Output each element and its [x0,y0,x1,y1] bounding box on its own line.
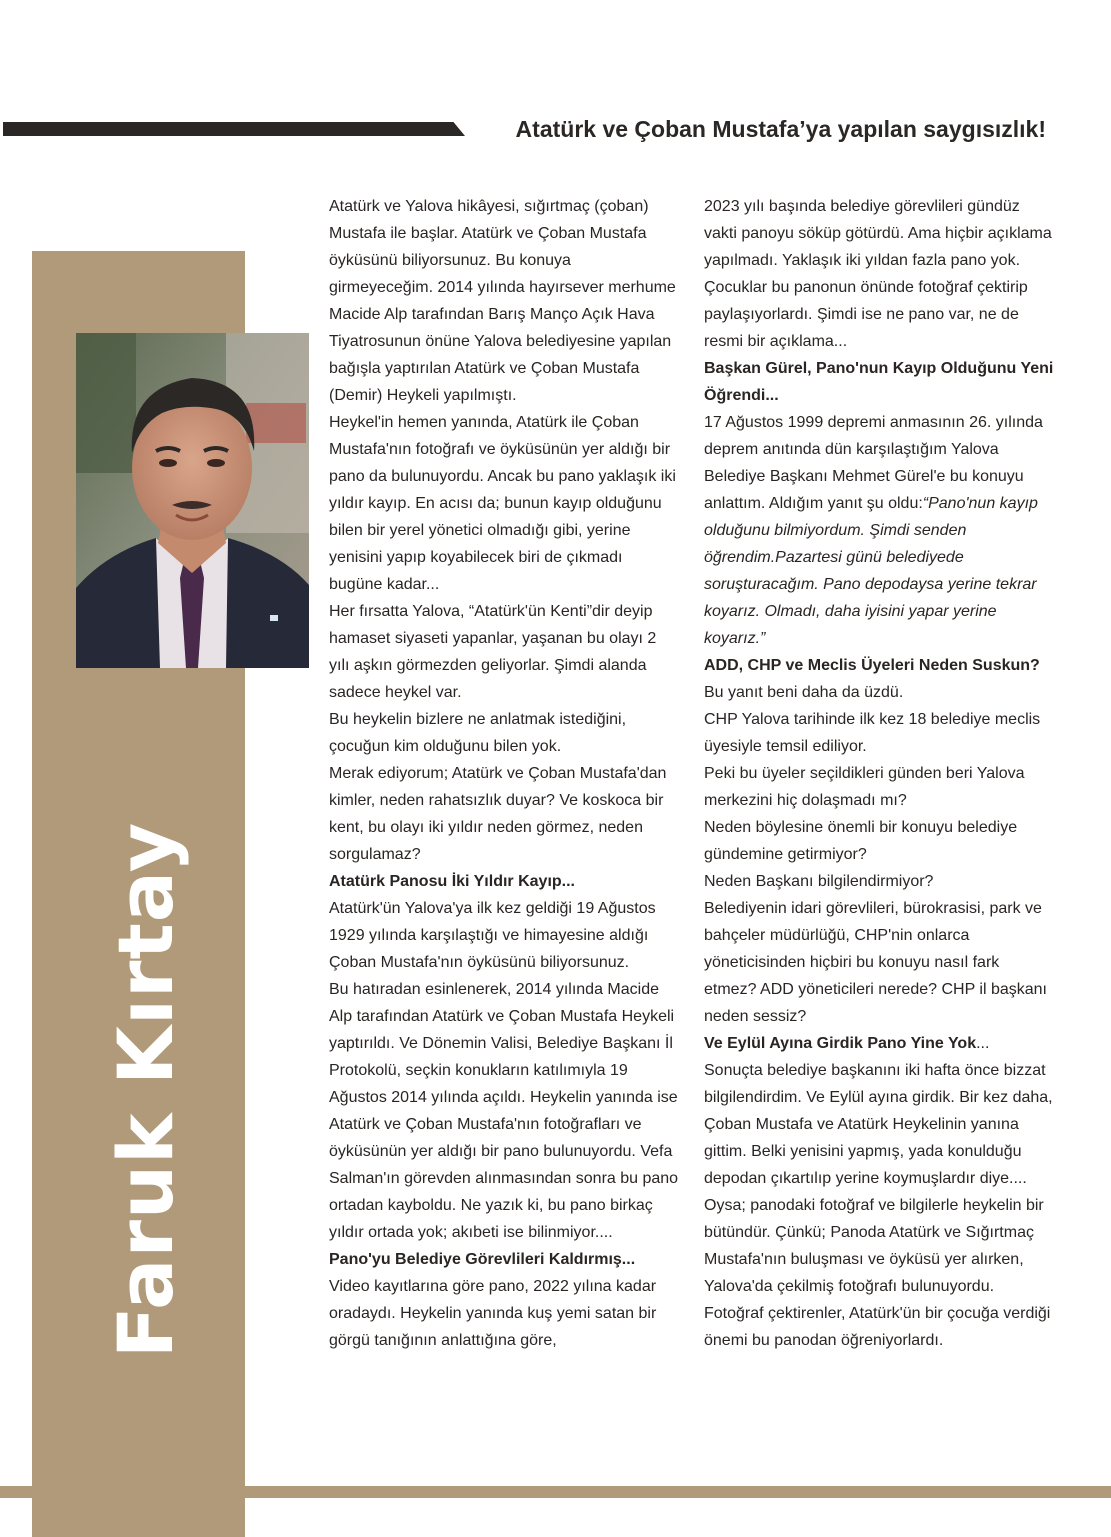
subheading: Atatürk Panosu İki Yıldır Kayıp... [329,873,575,890]
paragraph: CHP Yalova tarihinde ilk kez 18 belediye meclis üyesiyle temsil ediliyor. [704,711,1041,755]
subheading: Ve Eylül Ayına Girdik Pano Yine Yok [704,1035,977,1052]
author-portrait-image [76,333,309,668]
paragraph: 2023 yılı başında belediye görevlileri gündüz vakti panoyu söküp götürdü. Ama hiçbir açıklama yapılmadı. Yaklaşık iki yıldan fazla pano yok. Çocuklar bu panonun önünde fotoğraf çektirip paylaşıyorlardı. Şimdi ise ne pano var, ne de resmi bir açıklama... [704,198,1052,350]
article-column-right [704,193,1054,1354]
subheading: ADD, CHP ve Meclis Üyeleri Neden Suskun? [704,657,1040,674]
article-column-left [329,193,679,1354]
paragraph: Belediyenin idari görevlileri, bürokrasisi, park ve bahçeler müdürlüğü, CHP'nin onlarca yöneticisinden hiçbiri bu konuyu nasıl fark etmez? ADD yöneticileri nerede? CHP il başkanı neden sessiz? [704,900,1047,1025]
paragraph: Atatürk'ün Yalova'ya ilk kez geldiği 19 Ağustos 1929 yılında karşılaştığı ve himayesine aldığı Çoban Mustafa'nın öyküsünü biliyorsunuz. [329,900,656,971]
paragraph: Bu heykelin bizlere ne anlatmak istediğini, çocuğun kim olduğunu bilen yok. [329,711,627,755]
header-rule [3,122,465,136]
paragraph-text: 17 Ağustos 1999 depremi anmasının 26. yılında deprem anıtında dün karşılaştığım Yalova Belediye Başkanı Mehmet Gürel'e bu konuyu anlattım. Aldığım yanıt şu oldu: [704,414,1043,512]
paragraph: Bu yanıt beni daha da üzdü. [704,684,904,701]
paragraph: Oysa; panodaki fotoğraf ve bilgilerle heykelin bir bütündür. Çünkü; Panoda Atatürk ve Sığırtmaç Mustafa'nın buluşması ve öyküsü yer alırken, Yalova'da çekilmiş fotoğrafı bulunuyordu. Fotoğraf çektirenler, Atatürk'ün bir çocuğa verdiği önemi bu panodan öğreniyorlardı. [704,1197,1051,1349]
paragraph: Neden böylesine önemli bir konuyu belediye gündemine getirmiyor? [704,819,1018,863]
paragraph: Her fırsatta Yalova, “Atatürk'ün Kenti”dir deyip hamaset siyaseti yapanlar, yaşanan bu olayı 2 yılı aşkın görmezden geliyorlar. Şimdi alanda sadece heykel var. [329,603,657,701]
author-name: Faruk Kırtay [101,821,190,1359]
paragraph: Neden Başkanı bilgilendirmiyor? [704,873,934,890]
paragraph: Bu hatıradan esinlenerek, 2014 yılında Macide Alp tarafından Atatürk ve Çoban Mustafa Heykeli yaptırıldı. Ve Dönemin Valisi, Belediye Başkanı İl Protokolü, seçkin konukların katılımıyla 19 Ağustos 2014 yılında açıldı. Heykelin yanında ise Atatürk ve Çoban Mustafa'nın fotoğrafları ve öyküsünün yer aldığı bir pano bulunuyordu. Vefa Salman'ın görevden alınmasından sonra bu pano ortadan kayboldu. Ne yazık ki, bu pano birkaç yıldır ortada yok; akıbeti ise bilinmiyor.... [329,981,679,1241]
paragraph-with-quote [704,409,1054,652]
article-headline: Atatürk ve Çoban Mustafa’ya yapılan saygısızlık! [515,116,1046,142]
paragraph: Heykel'in hemen yanında, Atatürk ile Çoban Mustafa'nın fotoğrafı ve öyküsünün yer aldığı bir pano da bulunuyordu. Ancak bu pano yaklaşık iki yıldır kayıp. En acısı da; bunun kayıp olduğunu bilen bir yerel yönetici olmadığı gibi, yerine yenisini yapıp koyabilecek biri de çıkmadı bugüne kadar... [329,414,676,593]
subheading: Pano'yu Belediye Görevlileri Kaldırmış... [329,1251,636,1268]
mayor-quote: “Pano'nun kayıp olduğunu bilmiyordum. Şimdi senden öğrendim.Pazartesi günü belediyede soruşturacağım. Pano depodaysa yerine tekrar koyarız. Olmadı, daha iyisini yapar yerine koyarız.” [704,495,1038,647]
paragraph: Peki bu üyeler seçildikleri günden beri Yalova merkezini hiç dolaşmadı mı? [704,765,1025,809]
subheading-with-tail [704,1030,1054,1057]
paragraph: Sonuçta belediye başkanını iki hafta önce bizzat bilgilendirdim. Ve Eylül ayına girdik. Bir kez daha, Çoban Mustafa ve Atatürk Heykelinin yanına gittim. Belki yenisini yapmış, yada konulduğu depodan çıkartılıp yerine koymuşlardır diye.... [704,1062,1053,1187]
footer-rule [0,1486,1111,1498]
author-portrait [76,333,309,668]
paragraph: Merak ediyorum; Atatürk ve Çoban Mustafa'dan kimler, neden rahatsızlık duyar? Ve koskoca bir kent, bu olayı iki yıldır neden görmez, neden sorgulamaz? [329,765,667,863]
paragraph: Video kayıtlarına göre pano, 2022 yılına kadar oradaydı. Heykelin yanında kuş yemi satan bir görgü tanığının anlattığına göre, [329,1278,657,1349]
paragraph: Atatürk ve Yalova hikâyesi, sığırtmaç (çoban) Mustafa ile başlar. Atatürk ve Çoban Mustafa öyküsünü biliyorsunuz. Bu konuya girmeyeceğim. 2014 yılında hayırsever merhume Macide Alp tarafından Barış Manço Açık Hava Tiyatrosunun önüne Yalova belediyesine yapılan bağışla yaptırılan Atatürk ve Çoban Mustafa (Demir) Heykeli yapılmıştı. [329,198,676,404]
subheading: Başkan Gürel, Pano'nun Kayıp Olduğunu Yeni Öğrendi... [704,360,1054,404]
subheading-tail: ... [976,1035,990,1052]
